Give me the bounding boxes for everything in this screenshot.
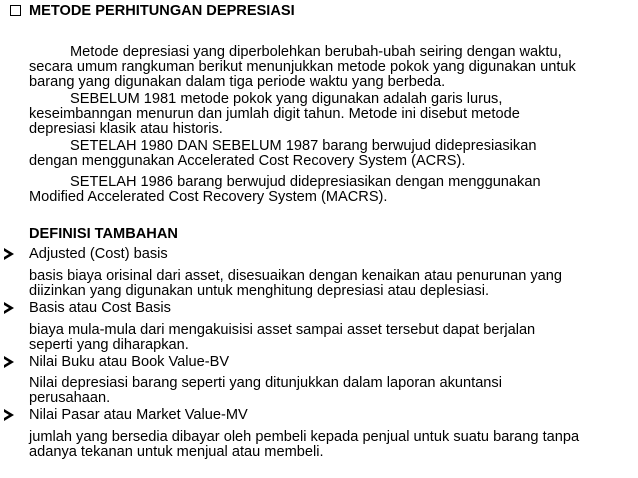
paragraph-line: SETELAH 1986 barang berwujud didepresiasikan dengan menggunakan — [70, 174, 541, 190]
definition-term: Nilai Pasar atau Market Value-MV — [29, 407, 248, 423]
paragraph-line: Modified Accelerated Cost Recovery System (MACRS). — [29, 189, 388, 205]
definition-desc: basis biaya orisinal dari asset, disesuaikan dengan kenaikan atau penurunan yang — [29, 268, 563, 284]
paragraph-line: secara umum rangkuman berikut menunjukkan metode pokok yang digunakan untuk — [29, 59, 576, 75]
definition-term: Adjusted (Cost) basis — [29, 246, 168, 262]
slide-heading: METODE PERHITUNGAN DEPRESIASI — [29, 3, 295, 19]
definition-desc: diizinkan yang digunakan untuk menghitung depresiasi atau deplesiasi. — [29, 283, 490, 299]
paragraph-line: SEBELUM 1981 metode pokok yang digunakan adalah garis lurus, — [70, 91, 503, 107]
definition-term: Nilai Buku atau Book Value-BV — [29, 354, 230, 370]
definition-term: Basis atau Cost Basis — [29, 300, 171, 316]
paragraph-line: barang yang digunakan dalam tiga periode waktu yang berbeda. — [29, 74, 446, 90]
paragraph-line: depresiasi klasik atau historis. — [29, 121, 223, 137]
section-title: DEFINISI TAMBAHAN — [29, 226, 178, 242]
paragraph-line: SETELAH 1980 DAN SEBELUM 1987 barang berwujud didepresiasikan — [70, 138, 537, 154]
definition-desc: adanya tekanan untuk menjual atau membeli. — [29, 444, 324, 460]
paragraph-line: keseimbanngan menurun dan jumlah digit tahun. Metode ini disebut metode — [29, 106, 520, 122]
arrow-bullet-icon — [4, 409, 14, 421]
definition-desc: perusahaan. — [29, 390, 111, 406]
arrow-bullet-icon — [4, 356, 14, 368]
definition-desc: Nilai depresiasi barang seperti yang ditunjukkan dalam laporan akuntansi — [29, 375, 502, 391]
checkbox-bullet-icon — [10, 5, 21, 16]
arrow-bullet-icon — [4, 302, 14, 314]
definition-desc: jumlah yang bersedia dibayar oleh pembeli kepada penjual untuk suatu barang tanpa — [29, 429, 580, 445]
definition-desc: biaya mula-mula dari mengakuisisi asset sampai asset tersebut dapat berjalan — [29, 322, 536, 338]
definition-desc: seperti yang diharapkan. — [29, 337, 189, 353]
arrow-bullet-icon — [4, 248, 14, 260]
paragraph-line: dengan menggunakan Accelerated Cost Recovery System (ACRS). — [29, 153, 466, 169]
paragraph-line: Metode depresiasi yang diperbolehkan berubah-ubah seiring dengan waktu, — [70, 44, 562, 60]
